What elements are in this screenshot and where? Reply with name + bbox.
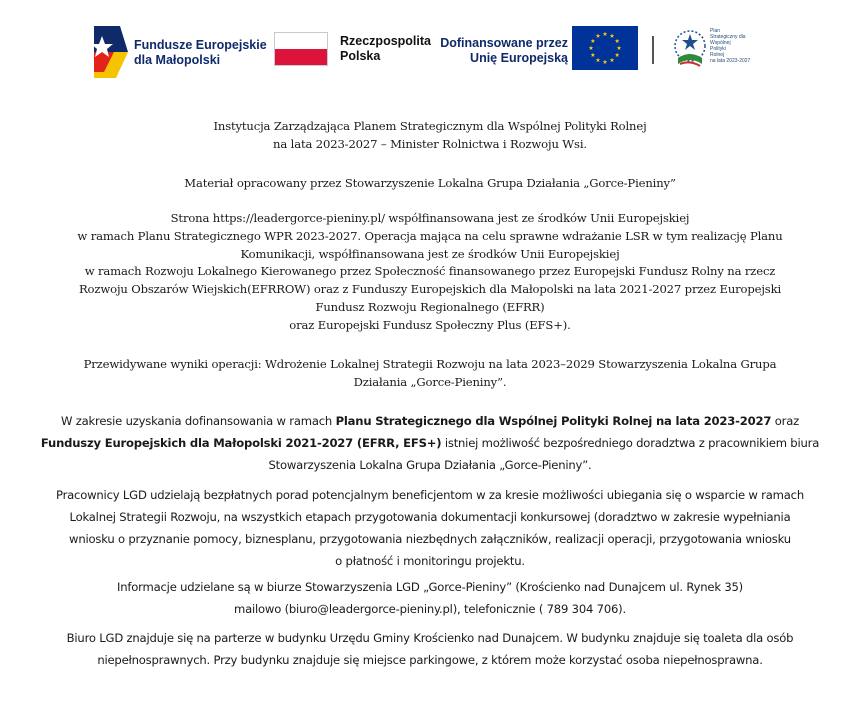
logo-bar — [0, 14, 860, 94]
polish-flag-icon — [274, 32, 328, 66]
eu-cofinanced-logo — [440, 26, 640, 74]
eu-line-2: Unię Europejską — [470, 51, 568, 65]
fundusze-europejskie-logo — [94, 22, 267, 78]
advice-line-2: Funduszy Europejskich dla Małopolski 2021-2027 (EFRR, EFS+) istniej możliwość bezpośredniego doradztwa z pracownikiem biura — [40, 436, 820, 450]
institution-block — [0, 118, 860, 154]
results-line-1: Przewidywane wyniki operacji: Wdrożenie Lokalnej Strategii Rozwoju na lata 2023–2029 Stowarzyszenia Lokalna Grupa — [83, 357, 777, 371]
material-block — [0, 175, 860, 193]
fundusze-malopolski-bold: Funduszy Europejskich dla Małopolski 2021-2027 (EFRR, EFS+) — [40, 436, 442, 450]
eu-line-1: Dofinansowane przez — [440, 36, 568, 50]
rp-line-1: Rzeczpospolita — [340, 34, 431, 48]
staff-line-4: o płatność i monitoringu projektu. — [335, 554, 525, 568]
advice-line-1: W zakresie uzyskania dofinansowania w ramach Planu Strategicznego dla Wspólnej Polityki Rolnej na lata 2023-2027 oraz — [61, 414, 799, 428]
fundusze-europejskie-emblem-icon — [94, 22, 128, 78]
plan-strategiczny-logo — [670, 24, 760, 80]
funding-line-7: oraz Europejski Fundusz Społeczny Plus (EFS+). — [289, 317, 571, 332]
plan-strategiczny-bold: Planu Strategicznego dla Wspólnej Polityki Rolnej na lata 2023-2027 — [335, 414, 772, 428]
fundusze-line-2: dla Małopolski — [134, 53, 221, 67]
advice-line-3: Stowarzyszenia Lokalna Grupa Działania „Gorce-Pieniny”. — [268, 458, 592, 472]
fundusze-line-1: Fundusze Europejskie — [134, 38, 267, 52]
fundusze-europejskie-label — [134, 38, 267, 68]
accessibility-line-2: niepełnosprawnych. Przy budynku znajduje się miejsce parkingowe, z którem może korzystać osoba niepełnosprawna. — [97, 653, 763, 667]
funding-line-4: w ramach Rozwoju Lokalnego Kierowanego przez Społeczność finansowanego przez Europejski Fundusz Rolny na rzecz — [84, 264, 776, 279]
contact-line-1: Informacje udzielane są w biurze Stowarzyszenia LGD „Gorce-Pieniny” (Krościenko nad Dunajcem ul. Rynek 35) — [117, 580, 743, 594]
results-block — [0, 356, 860, 392]
accessibility-line-1: Biuro LGD znajduje się na parterze w budynku Urzędu Gminy Krościenko nad Dunajcem. W budynku znajduje się toaleta dla osób — [66, 631, 794, 645]
rp-line-2: Polska — [340, 49, 381, 63]
eu-cofinanced-label — [440, 36, 568, 66]
advice-block — [0, 410, 860, 476]
contact-block — [0, 576, 860, 620]
funding-line-3: Komunikacji, współfinansowana jest ze środków Unii Europejskiej — [240, 246, 620, 261]
funding-line-1: Strona https://leadergorce-pieniny.pl/ współfinansowana jest ze środków Unii Europejskiej — [170, 211, 690, 225]
accessibility-block — [0, 627, 860, 671]
funding-line-5: Rozwoju Obszarów Wiejskich(EFRROW) oraz z Funduszy Europejskich dla Małopolski na lata 2021-2027 przez Europejski — [78, 282, 782, 297]
rzeczpospolita-label — [340, 34, 431, 64]
eu-flag-icon — [572, 26, 638, 70]
results-line-2: Działania „Gorce-Pieniny”. — [353, 374, 507, 389]
staff-line-1: Pracownicy LGD udzielają bezpłatnych porad potencjalnym beneficjentom w za kresie możliwości ubiegania się o wsparcie w ramach — [56, 488, 804, 502]
rzeczpospolita-polska-logo — [274, 32, 444, 72]
plan-strategiczny-emblem-icon — [670, 24, 710, 80]
institution-line-2: na lata 2023-2027 – Minister Rolnictwa i Rozwoju Wsi. — [273, 136, 587, 151]
plan-strategiczny-label: Plan Strategiczny dla Wspólnej Polityki Rolnej na lata 2023-2027 — [710, 28, 751, 64]
staff-line-2: Lokalnej Strategii Rozwoju, na wszystkich etapach przygotowania dokumentacji konkursowej (doradztwo w zakresie wypełniania — [69, 510, 791, 524]
staff-block — [0, 484, 860, 572]
logo-separator — [652, 36, 654, 64]
funding-line-6: Fundusz Rozwoju Regionalnego (EFRR) — [315, 299, 545, 314]
contact-line-2: mailowo (biuro@leadergorce-pieniny.pl), telefonicznie ( 789 304 706). — [233, 602, 626, 616]
funding-block — [0, 210, 860, 335]
staff-line-3: wniosku o przyznanie pomocy, biznesplanu, przygotowania niezbędnych załączników, realizacji operacji, przygotowania wniosku — [69, 532, 791, 546]
material-line: Materiał opracowany przez Stowarzyszenie Lokalna Grupa Działania „Gorce-Pieniny” — [184, 176, 676, 190]
institution-line-1: Instytucja Zarządzająca Planem Strategicznym dla Wspólnej Polityki Rolnej — [213, 119, 647, 133]
funding-line-2: w ramach Planu Strategicznego WPR 2023-2027. Operacja mająca na celu sprawne wdrażanie LSR w tym realizację Planu — [77, 228, 783, 243]
